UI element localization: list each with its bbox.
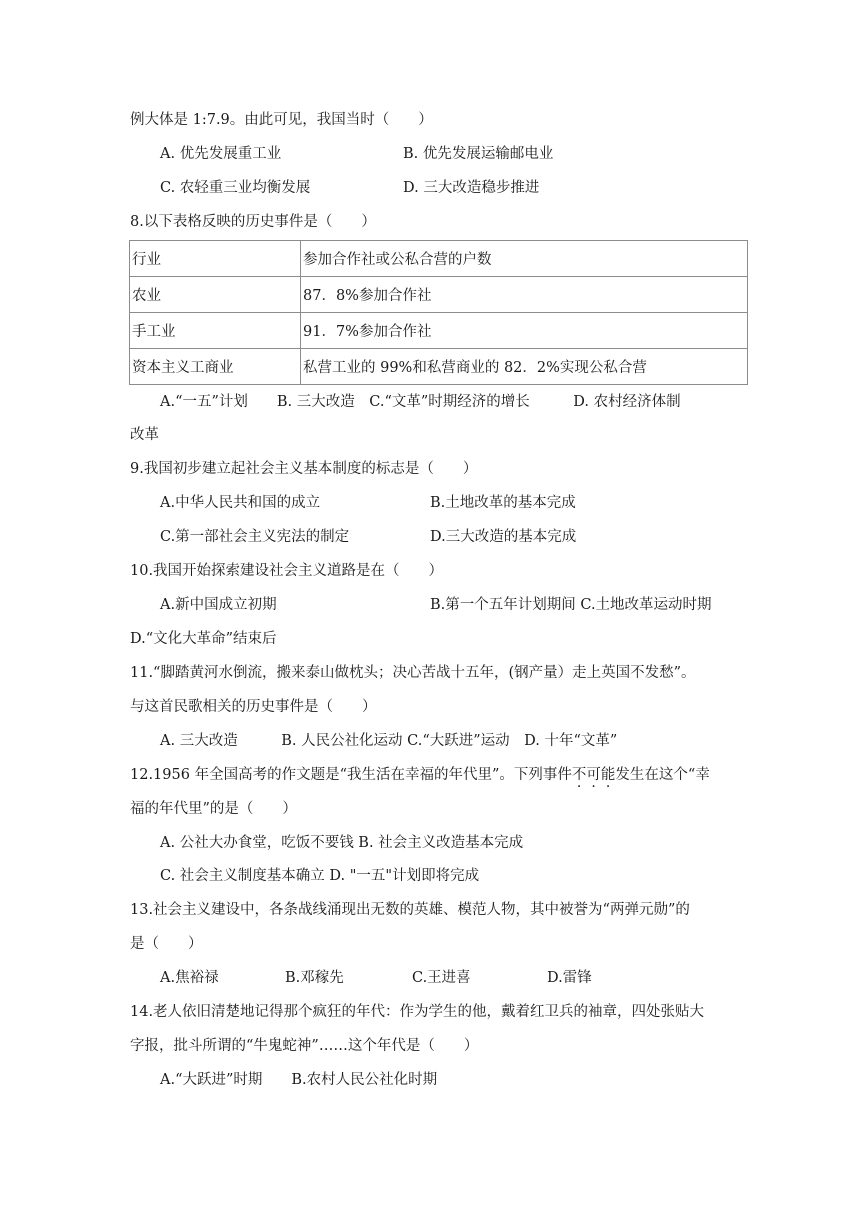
emphasis-char: 可	[586, 767, 601, 783]
q10-option-bc: B.第一个五年计划期间 C.土地改革运动时期	[430, 597, 712, 613]
table-header-cell: 行业	[130, 241, 301, 277]
q12-stem-line2: 福的年代里”的是（ ）	[130, 801, 297, 817]
q12-options-ab: A. 公社大办食堂，吃饭不要钱 B. 社会主义改造基本完成	[160, 835, 524, 851]
table-row	[130, 241, 748, 277]
table-cell: 91．7%参加合作社	[301, 313, 748, 349]
q7-option-a: A. 优先发展重工业	[160, 146, 282, 162]
q13-stem-line2: 是（ ）	[130, 936, 203, 952]
q13-option-d: D.雷锋	[547, 970, 592, 986]
table-cell: 87．8%参加合作社	[301, 277, 748, 313]
q12-stem-line1	[130, 765, 860, 785]
emphasis-char: 不	[571, 767, 587, 783]
q12-stem-part1: 12.1956 年全国高考的作文题是“我生活在幸福的年代里”。下列事件	[130, 767, 572, 783]
table-header-cell: 参加合作社或公私合营的户数	[301, 241, 748, 277]
q9-option-b: B.土地改革的基本完成	[430, 495, 576, 511]
q7-option-c: C. 农轻重三业均衡发展	[160, 180, 311, 196]
q9-option-a: A.中华人民共和国的成立	[160, 495, 321, 511]
q7-stem-tail: 例大体是 1:7.9。由此可见，我国当时（ ）	[130, 112, 433, 128]
q9-option-c: C.第一部社会主义宪法的制定	[160, 529, 350, 545]
q11-options: A. 三大改造 B. 人民公社化运动 C.“大跃进”运动 D. 十年“文革”	[160, 733, 618, 749]
table-cell: 手工业	[130, 313, 301, 349]
table-cell: 农业	[130, 277, 301, 313]
q8-options: A.“一五”计划 B. 三大改造 C.“文革”时期经济的增长 D. 农村经济体制	[160, 394, 681, 410]
q11-stem-line2: 与这首民歌相关的历史事件是（ ）	[130, 699, 377, 715]
table-row	[130, 313, 748, 349]
table-cell: 私营工业的 99%和私营商业的 82．2%实现公私合营	[301, 349, 748, 385]
q10-option-d: D.“文化大革命”结束后	[130, 631, 277, 647]
q13-option-c: C.王进喜	[412, 970, 471, 986]
q7-option-b: B. 优先发展运输邮电业	[403, 146, 554, 162]
q11-stem-line1: 11.“脚踏黄河水倒流，搬来泰山做枕头；决心苦战十五年，(钢产量）走上英国不发愁”。	[130, 665, 696, 681]
q14-stem-line1: 14.老人依旧清楚地记得那个疯狂的年代：作为学生的他，戴着红卫兵的袖章，四处张贴大	[130, 1004, 705, 1020]
q8-table	[129, 240, 748, 385]
q10-stem: 10.我国开始探索建设社会主义道路是在（ ）	[130, 563, 444, 579]
table-cell: 资本主义工商业	[130, 349, 301, 385]
table-row	[130, 277, 748, 313]
q12-stem-part2: 发生在这个“幸	[615, 767, 710, 783]
q8-options-continued: 改革	[130, 427, 159, 443]
emphasis-char: 能	[600, 767, 616, 783]
q14-stem-line2: 字报，批斗所谓的“牛鬼蛇神”……这个年代是（ ）	[130, 1038, 479, 1054]
q8-stem: 8.以下表格反映的历史事件是（ ）	[130, 214, 376, 230]
q14-options-ab: A.“大跃进”时期 B.农村人民公社化时期	[160, 1072, 438, 1088]
q9-option-d: D.三大改造的基本完成	[430, 529, 577, 545]
q13-stem-line1: 13.社会主义建设中，各条战线涌现出无数的英雄、模范人物，其中被誉为“两弹元勋”的	[130, 902, 690, 918]
q7-option-d: D. 三大改造稳步推进	[403, 180, 540, 196]
q10-option-a: A.新中国成立初期	[160, 597, 277, 613]
q13-option-b: B.邓稼先	[285, 970, 344, 986]
q12-options-cd: C. 社会主义制度基本确立 D. "一五"计划即将完成	[160, 868, 480, 884]
q9-stem: 9.我国初步建立起社会主义基本制度的标志是（ ）	[130, 461, 478, 477]
table-row	[130, 349, 748, 385]
q13-option-a: A.焦裕禄	[160, 970, 219, 986]
